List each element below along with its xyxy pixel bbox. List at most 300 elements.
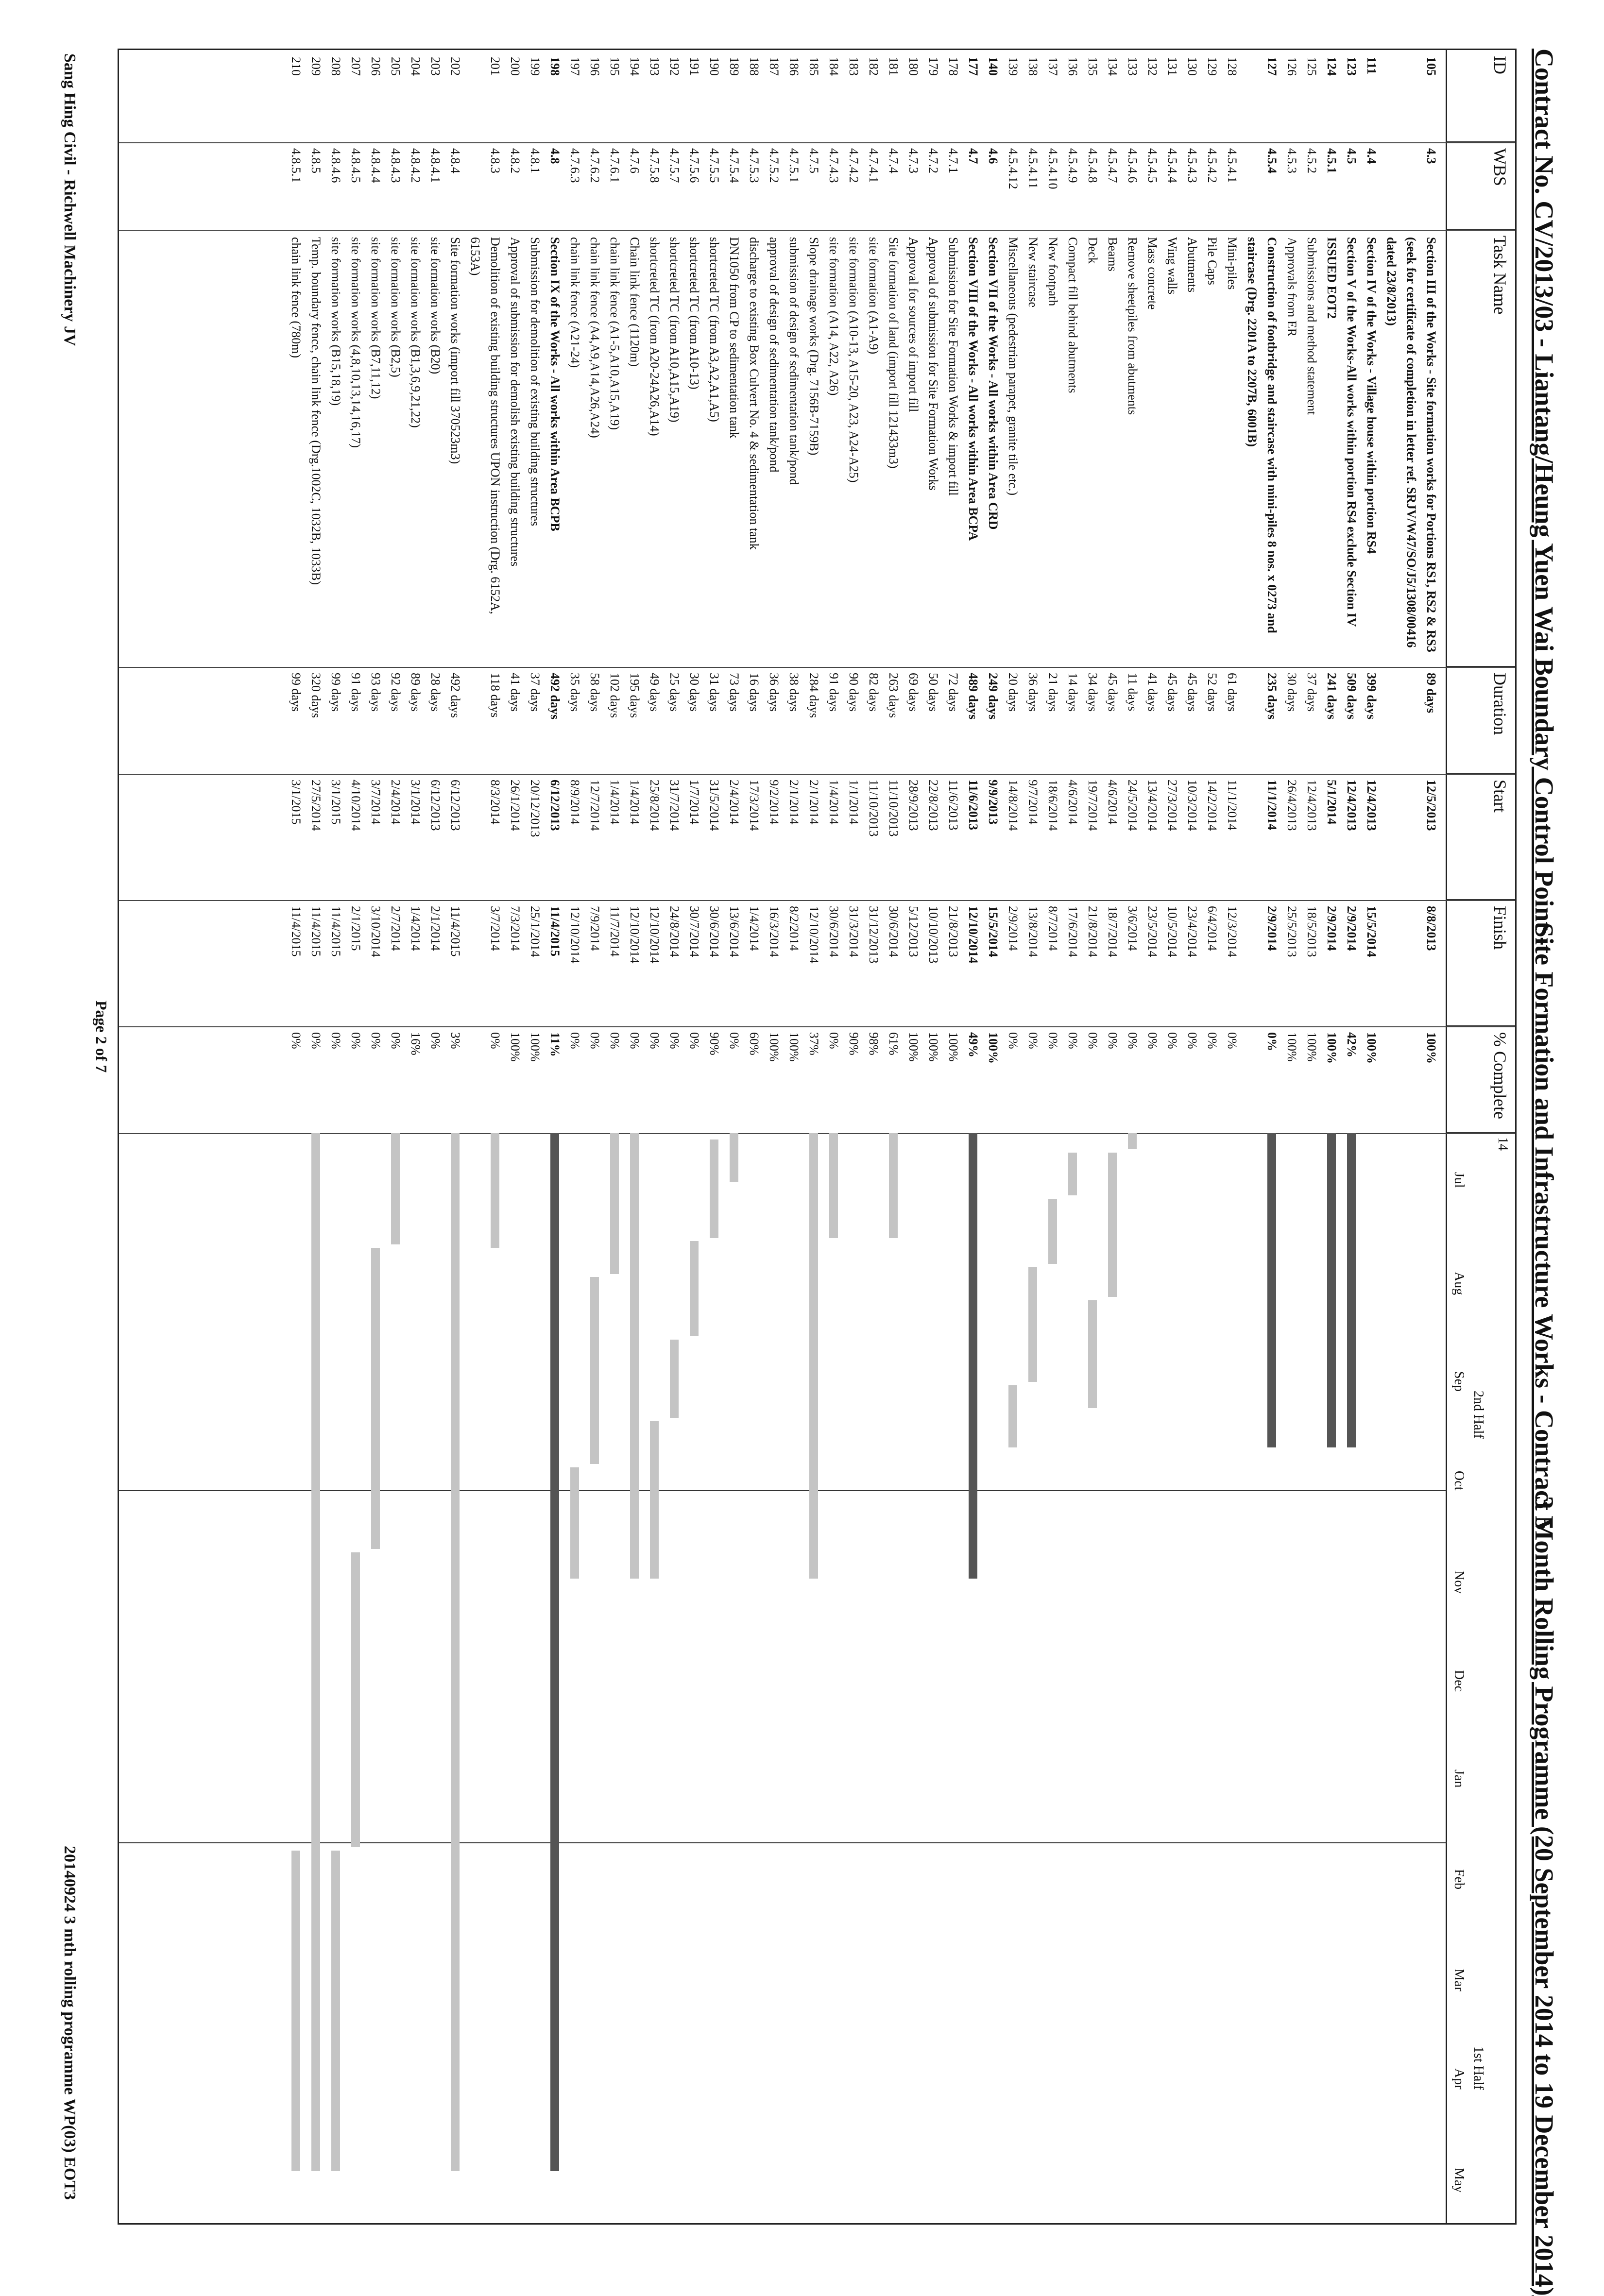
row-id: 128	[1225, 57, 1239, 76]
row-pct: 100%	[508, 1032, 522, 1062]
row-duration: 25 days	[667, 673, 682, 712]
row-wbs: 4.7.5.8	[648, 148, 662, 183]
row-pct: 0%	[628, 1032, 642, 1049]
row-duration: 11 days	[1126, 673, 1140, 712]
row-pct: 100%	[906, 1032, 921, 1062]
row-finish: 15/5/2014	[986, 906, 1000, 957]
row-name: shortcreted TC (from A20-24A26,A14)	[648, 237, 662, 436]
row-wbs: 4.8.4.4	[369, 148, 383, 183]
row-id: 136	[1066, 57, 1080, 76]
row-pct: 0%	[648, 1032, 662, 1049]
row-duration: 21 days	[1046, 673, 1060, 712]
row-wbs: 4.7.6.3	[568, 148, 582, 183]
row-start: 5/1/2014	[1325, 780, 1339, 825]
row-duration: 30 days	[687, 673, 701, 712]
row-id: 126	[1285, 57, 1299, 76]
row-wbs: 4.5.4	[1265, 148, 1279, 173]
row-name: Wing walls	[1165, 237, 1179, 295]
row-id: 135	[1086, 57, 1100, 76]
row-start: 13/4/2014	[1145, 780, 1160, 831]
row-wbs: 4.5.3	[1285, 148, 1299, 173]
gantt-task-bar	[1048, 1199, 1057, 1264]
row-duration: 58 days	[588, 673, 602, 712]
row-wbs: 4.7.5.6	[687, 148, 701, 183]
row-id: 197	[568, 57, 582, 76]
row-finish: 31/12/2013	[867, 906, 881, 964]
row-id: 125	[1305, 57, 1319, 76]
row-id: 190	[707, 57, 721, 76]
row-id: 188	[747, 57, 761, 76]
gantt-task-bar	[610, 1133, 619, 1274]
row-id: 198	[548, 57, 562, 76]
row-duration: 45 days	[1185, 673, 1199, 712]
row-name: Pile Caps	[1205, 237, 1219, 285]
row-duration: 82 days	[867, 673, 881, 712]
row-id: 181	[887, 57, 901, 76]
row-id: 182	[867, 57, 881, 76]
row-duration: 35 days	[568, 673, 582, 712]
row-pct: 100%	[1305, 1032, 1319, 1062]
gantt-task-bar	[391, 1133, 400, 1244]
row-id: 206	[369, 57, 383, 76]
row-pct: 90%	[847, 1032, 861, 1055]
row-name: Slope drainage works (Drg. 7156B-7159B)	[807, 237, 821, 456]
row-name: Construction of footbridge and staircase with mini-piles 8 nos. x 0273 and	[1265, 237, 1279, 633]
row-start: 4/6/2014	[1066, 780, 1080, 825]
row-finish: 1/4/2014	[409, 906, 423, 951]
row-id: 194	[628, 57, 642, 76]
row-wbs: 4.8.4	[448, 148, 462, 173]
row-duration: 73 days	[727, 673, 741, 712]
row-start: 17/3/2014	[747, 780, 761, 831]
row-wbs: 4.7.6.1	[608, 148, 622, 183]
row-finish: 2/9/2014	[1345, 906, 1359, 951]
row-name: submission of design of sedimentation tank/pond	[787, 237, 801, 485]
row-finish: 5/12/2013	[906, 906, 921, 957]
row-wbs: 4.5.1	[1325, 148, 1339, 173]
row-pct: 0%	[1026, 1032, 1040, 1049]
row-id: 196	[588, 57, 602, 76]
row-wbs: 4.7.5.2	[767, 148, 781, 183]
row-duration: 14 days	[1066, 673, 1080, 712]
row-wbs: 4.5.4.11	[1026, 148, 1040, 189]
row-wbs: 4.7	[966, 148, 980, 164]
row-id: 192	[667, 57, 682, 76]
row-id: 207	[349, 57, 363, 76]
row-wbs: 4.8.4.6	[329, 148, 343, 183]
row-name: site formation works (B15,18,19)	[329, 237, 343, 406]
row-id: 179	[926, 57, 940, 76]
row-id: 137	[1046, 57, 1060, 76]
row-id: 138	[1026, 57, 1040, 76]
row-pct: 0%	[1086, 1032, 1100, 1049]
row-finish: 12/3/2014	[1225, 906, 1239, 957]
row-pct: 0%	[687, 1032, 701, 1049]
row-duration: 249 days	[986, 673, 1000, 720]
row-finish: 2/9/2014	[1006, 906, 1020, 951]
row-name: Approval of submission for Site Formation Works	[926, 237, 940, 491]
row-pct: 0%	[1205, 1032, 1219, 1049]
row-duration: 91 days	[827, 673, 841, 712]
row-pct: 0%	[1106, 1032, 1120, 1049]
row-start: 12/4/2013	[1305, 780, 1319, 831]
row-wbs: 4.5.4.7	[1106, 148, 1120, 183]
row-duration: 90 days	[847, 673, 861, 712]
row-name: Section V of the Works-All works within portion RS4 exclude Section IV	[1345, 237, 1359, 627]
row-start: 1/4/2014	[827, 780, 841, 825]
row-start: 11/10/2013	[867, 780, 881, 837]
row-pct: 0%	[1265, 1032, 1279, 1051]
row-pct: 0%	[608, 1032, 622, 1049]
row-finish: 15/5/2014	[1365, 906, 1379, 957]
month-label: Aug	[1451, 1272, 1467, 1295]
row-id: 184	[827, 57, 841, 76]
row-name: (seek for certificate of completion in letter ref. SRJV/W47/SO/J5/1308/00416	[1404, 237, 1418, 648]
row-id: 187	[767, 57, 781, 76]
row-wbs: 4.5.4.5	[1145, 148, 1160, 183]
row-duration: 37 days	[1305, 673, 1319, 712]
row-id: 189	[727, 57, 741, 76]
row-duration: 45 days	[1106, 673, 1120, 712]
row-name: shortcreted TC (from A10,A15,A19)	[667, 237, 682, 423]
row-start: 3/1/2014	[409, 780, 423, 825]
row-finish: 3/10/2014	[369, 906, 383, 957]
row-pct: 90%	[707, 1032, 721, 1055]
row-duration: 61 days	[1225, 673, 1239, 712]
row-id: 130	[1185, 57, 1199, 76]
row-pct: 0%	[827, 1032, 841, 1049]
row-finish: 3/6/2014	[1126, 906, 1140, 951]
timescale-year: 14	[1495, 1137, 1510, 1151]
row-pct: 100%	[926, 1032, 940, 1062]
gantt-task-bar	[1088, 1300, 1097, 1409]
row-finish: 12/10/2014	[966, 906, 980, 964]
row-wbs: 4.5.4.4	[1165, 148, 1179, 183]
row-name: discharge to existing Box Culvert No. 4 & sedimentation tank	[747, 237, 761, 550]
row-id: 193	[648, 57, 662, 76]
row-pct: 100%	[767, 1032, 781, 1062]
row-name: Compact fill behind abutments	[1066, 237, 1080, 393]
row-finish: 12/10/2014	[807, 906, 821, 964]
col-wbs: WBS	[1447, 142, 1515, 230]
column-divider	[119, 142, 1515, 143]
row-duration: 489 days	[966, 673, 980, 720]
row-duration: 69 days	[906, 673, 921, 712]
row-finish: 23/4/2014	[1185, 906, 1199, 957]
month-label: Mar	[1451, 1969, 1467, 1991]
row-start: 3/1/2015	[289, 780, 303, 825]
row-name: Site formation works (import fill 370523m3)	[448, 237, 462, 464]
column-divider	[119, 1026, 1515, 1027]
row-duration: 509 days	[1345, 673, 1359, 720]
row-id: 203	[428, 57, 443, 76]
footer-company: Sang Hing Civil - Richwell Machinery JV	[61, 53, 79, 346]
row-finish: 2/1/2015	[349, 906, 363, 951]
schedule-table	[118, 49, 1517, 2225]
row-pct: 0%	[1126, 1032, 1140, 1049]
row-pct: 0%	[1185, 1032, 1199, 1049]
row-name: chain link fence (A1-5,A10,A15,A19)	[608, 237, 622, 430]
gantt-task-bar	[730, 1133, 738, 1182]
row-id: 199	[528, 57, 542, 76]
row-wbs: 4.8.3	[488, 148, 502, 173]
row-name: site formation works (B7,11,12)	[369, 237, 383, 399]
row-pct: 0%	[488, 1032, 502, 1049]
row-name: Submission for Site Formation Works & import fill	[946, 237, 960, 496]
row-start: 9/7/2014	[1026, 780, 1040, 825]
gantt-task-bar	[710, 1139, 718, 1238]
row-id: 186	[787, 57, 801, 76]
row-name: approval of design of sedimentation tank/pond	[767, 237, 781, 473]
row-finish: 10/5/2014	[1165, 906, 1179, 957]
row-name: chain link fence (A21-24)	[568, 237, 582, 368]
gantt-task-bar	[809, 1133, 818, 1579]
row-id: 195	[608, 57, 622, 76]
row-start: 12/7/2014	[588, 780, 602, 831]
row-finish: 11/7/2014	[608, 906, 622, 957]
row-wbs: 4.8.1	[528, 148, 542, 173]
row-start: 8/9/2014	[568, 780, 582, 825]
row-id: 183	[847, 57, 861, 76]
row-pct: 42%	[1345, 1032, 1359, 1057]
row-finish: 17/6/2014	[1066, 906, 1080, 957]
row-duration: 36 days	[767, 673, 781, 712]
gantt-task-bar	[1327, 1133, 1336, 1447]
row-id: 134	[1106, 57, 1120, 76]
row-id: 129	[1205, 57, 1219, 76]
row-wbs: 4.8.4.5	[349, 148, 363, 183]
row-finish: 8/2/2014	[787, 906, 801, 951]
gantt-task-bar	[491, 1133, 499, 1248]
row-id: 123	[1345, 57, 1359, 76]
row-name: Mass concrete	[1145, 237, 1160, 310]
row-wbs: 4.8.4.2	[409, 148, 423, 183]
row-name: Mini-piles	[1225, 237, 1239, 290]
row-finish: 12/10/2014	[628, 906, 642, 964]
row-wbs: 4.7.6.2	[588, 148, 602, 183]
row-finish: 2/9/2014	[1325, 906, 1339, 951]
row-start: 11/6/2013	[966, 780, 980, 831]
row-pct: 0%	[667, 1032, 682, 1049]
col-duration: Duration	[1447, 667, 1515, 774]
row-start: 12/4/2013	[1345, 780, 1359, 831]
row-start: 28/9/2013	[906, 780, 921, 831]
row-start: 25/8/2014	[648, 780, 662, 831]
row-name: New staircase	[1026, 237, 1040, 308]
row-duration: 20 days	[1006, 673, 1020, 712]
row-name: Deck	[1086, 237, 1100, 264]
gantt-task-bar	[1347, 1133, 1356, 1447]
row-finish: 18/7/2014	[1106, 906, 1120, 957]
row-wbs: 4.7.5	[807, 148, 821, 173]
row-finish: 10/10/2013	[926, 906, 940, 964]
row-pct: 49%	[966, 1032, 980, 1057]
row-finish: 30/7/2014	[687, 906, 701, 957]
row-name: New footpath	[1046, 237, 1060, 306]
row-start: 6/12/2013	[448, 780, 462, 831]
row-id: 178	[946, 57, 960, 76]
row-finish: 11/4/2015	[309, 906, 323, 957]
row-id: 204	[409, 57, 423, 76]
row-duration: 399 days	[1365, 673, 1379, 720]
row-start: 2/1/2014	[807, 780, 821, 825]
row-finish: 13/6/2014	[727, 906, 741, 957]
row-finish: 30/6/2014	[887, 906, 901, 957]
row-wbs: 4.7.4.3	[827, 148, 841, 183]
row-wbs: 4.7.5.7	[667, 148, 682, 183]
timescale-half-2: 2nd Half	[1471, 1391, 1486, 1439]
row-finish: 6/4/2014	[1205, 906, 1219, 951]
row-pct: 0%	[1066, 1032, 1080, 1049]
row-finish: 30/6/2014	[827, 906, 841, 957]
col-start: Start	[1447, 774, 1515, 900]
row-pct: 0%	[428, 1032, 443, 1049]
row-finish: 21/8/2013	[946, 906, 960, 957]
row-pct: 100%	[946, 1032, 960, 1062]
row-start: 20/12/2013	[528, 780, 542, 837]
gantt-chart	[119, 1133, 1515, 2226]
row-wbs: 4.7.6	[628, 148, 642, 173]
row-start: 11/10/2013	[887, 780, 901, 837]
row-duration: 89 days	[409, 673, 423, 712]
row-finish: 31/3/2014	[847, 906, 861, 957]
row-pct: 61%	[887, 1032, 901, 1055]
row-id: 177	[966, 57, 980, 76]
row-pct: 100%	[1325, 1032, 1339, 1064]
row-wbs: 4.5.4.8	[1086, 148, 1100, 183]
row-finish: 7/3/2014	[508, 906, 522, 951]
row-finish: 7/9/2014	[588, 906, 602, 951]
row-start: 11/1/2014	[1225, 780, 1239, 831]
row-start: 12/4/2013	[1365, 780, 1379, 831]
row-name: site formation (A1-A9)	[867, 237, 881, 355]
row-wbs: 4.7.5.4	[727, 148, 741, 183]
row-duration: 195 days	[628, 673, 642, 718]
row-id: 124	[1325, 57, 1339, 76]
row-duration: 118 days	[488, 673, 502, 718]
row-name: shortcreted TC (from A10-13)	[687, 237, 701, 390]
row-duration: 241 days	[1325, 673, 1339, 720]
row-pct: 11%	[548, 1032, 562, 1057]
row-wbs: 4.7.4	[887, 148, 901, 173]
row-id: 180	[906, 57, 921, 76]
row-pct: 98%	[867, 1032, 881, 1055]
row-name: site formation works (B2,5)	[389, 237, 403, 377]
row-name: Remove sheetpiles from abutments	[1126, 237, 1140, 415]
row-duration: 263 days	[887, 673, 901, 718]
row-start: 14/8/2014	[1006, 780, 1020, 831]
row-id: 209	[309, 57, 323, 76]
row-name: Section III of the Works - Site formation works for Portions RS1, RS2 & RS3	[1424, 237, 1438, 652]
row-pct: 0%	[309, 1032, 323, 1049]
programme-title: 3 Month Rolling Programme (20 September 2014 to 19 December 2014)	[1530, 1496, 1559, 2296]
gantt-task-bar	[650, 1421, 659, 1579]
row-finish: 8/8/2013	[1424, 906, 1438, 951]
row-name: Beams	[1106, 237, 1120, 272]
row-wbs: 4.8	[548, 148, 562, 164]
row-finish: 3/7/2014	[488, 906, 502, 951]
row-id: 139	[1006, 57, 1020, 76]
row-start: 6/12/2013	[548, 780, 562, 831]
row-start: 26/1/2014	[508, 780, 522, 831]
row-start: 27/3/2014	[1165, 780, 1179, 831]
row-start: 2/4/2014	[389, 780, 403, 825]
row-duration: 36 days	[1026, 673, 1040, 712]
row-start: 18/6/2014	[1046, 780, 1060, 831]
row-name: chain link fence (780m)	[289, 237, 303, 358]
row-name: Section IX of the Works - All works within Area BCPB	[548, 237, 562, 531]
month-label: Oct	[1451, 1471, 1467, 1491]
month-label: Sep	[1451, 1371, 1467, 1392]
contract-title: Contract No. CV/2013/03 - Liantang/Heung Yuen Wai Boundary Control Point -	[1530, 49, 1559, 946]
gantt-task-bar	[969, 1133, 977, 1579]
row-finish: 16/3/2014	[767, 906, 781, 957]
row-wbs: 4.5.4.9	[1066, 148, 1080, 183]
row-wbs: 4.5.2	[1305, 148, 1319, 173]
row-duration: 93 days	[369, 673, 383, 712]
col-id: ID	[1447, 50, 1515, 142]
row-finish: 12/10/2014	[568, 906, 582, 964]
row-finish: 24/8/2014	[667, 906, 682, 957]
row-pct: 0%	[588, 1032, 602, 1049]
row-pct: 0%	[1165, 1032, 1179, 1049]
row-duration: 41 days	[1145, 673, 1160, 712]
row-name: Section IV of the Works - Village house within portion RS4	[1365, 237, 1379, 554]
row-wbs: 4.7.5.1	[787, 148, 801, 183]
gantt-task-bar	[331, 1851, 340, 2172]
row-name: 6153A)	[468, 237, 482, 276]
gantt-task-bar	[351, 1552, 360, 1847]
row-pct: 0%	[349, 1032, 363, 1049]
col-complete: % Complete	[1447, 1026, 1515, 1133]
month-label: Nov	[1451, 1570, 1467, 1594]
row-start: 9/9/2013	[986, 780, 1000, 825]
row-start: 11/1/2014	[1265, 780, 1279, 831]
row-start: 27/5/2014	[309, 780, 323, 831]
row-pct: 0%	[568, 1032, 582, 1049]
month-label: Jan	[1451, 1769, 1467, 1788]
row-pct: 100%	[528, 1032, 542, 1062]
row-pct: 0%	[369, 1032, 383, 1049]
column-divider	[119, 230, 1515, 231]
row-start: 31/5/2014	[707, 780, 721, 831]
row-finish: 11/4/2015	[548, 906, 562, 957]
row-name: Submission for demolition of existing building structures	[528, 237, 542, 527]
row-wbs: 4.7.4.1	[867, 148, 881, 183]
row-wbs: 4.4	[1365, 148, 1379, 164]
row-wbs: 4.5.4.2	[1205, 148, 1219, 183]
row-start: 1/4/2014	[628, 780, 642, 825]
works-title: Site Formation and Infrastructure Works - Contract 5	[1530, 923, 1559, 1531]
row-name: DN1050 from CP to sedimentation tank	[727, 237, 741, 439]
row-pct: 0%	[1006, 1032, 1020, 1049]
row-name: ISSUED EOT2	[1325, 237, 1339, 319]
gantt-task-bar	[550, 1133, 559, 2171]
column-divider	[119, 900, 1515, 901]
row-duration: 89 days	[1424, 673, 1438, 714]
row-wbs: 4.7.5.5	[707, 148, 721, 183]
row-wbs: 4.5.4.1	[1225, 148, 1239, 183]
row-duration: 284 days	[807, 673, 821, 718]
row-id: 133	[1126, 57, 1140, 76]
row-wbs: 4.7.5.3	[747, 148, 761, 183]
row-finish: 11/4/2015	[329, 906, 343, 957]
gantt-task-bar	[829, 1133, 838, 1238]
column-divider	[119, 774, 1515, 775]
row-pct: 100%	[1365, 1032, 1379, 1064]
row-start: 19/7/2014	[1086, 780, 1100, 831]
row-pct: 0%	[1145, 1032, 1160, 1049]
